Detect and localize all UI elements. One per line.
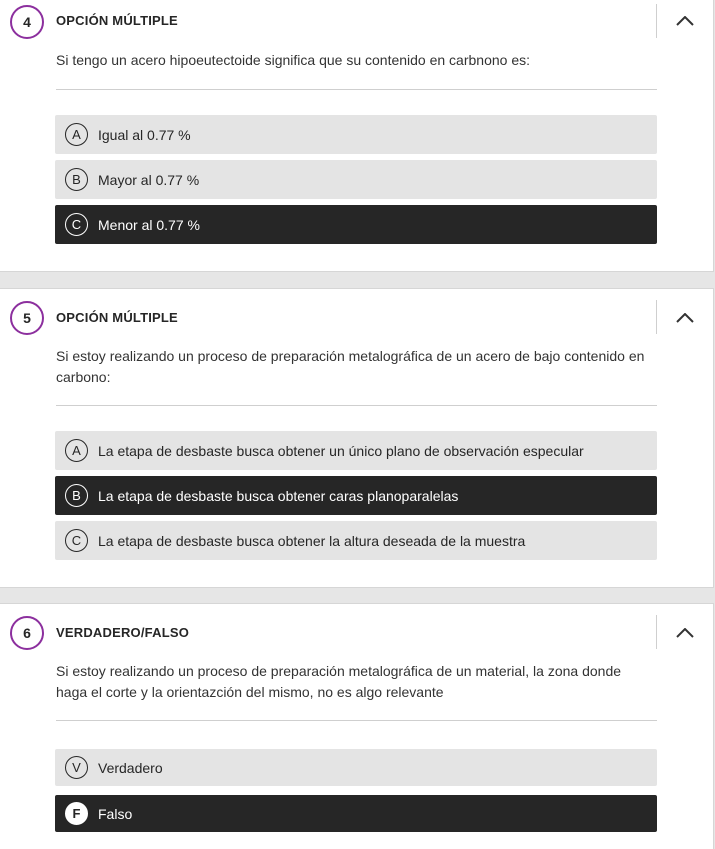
header-divider — [656, 4, 657, 38]
option-label: Verdadero — [98, 759, 163, 776]
header-divider — [656, 300, 657, 334]
answer-option-a[interactable] — [55, 431, 657, 470]
option-label: Menor al 0.77 % — [98, 216, 200, 233]
question-text: Si estoy realizando un proceso de preparación metalográfica de un material, la zona donde haga el corte y la orientazción del mismo, no es algo relevante — [56, 663, 622, 700]
answer-option-b[interactable] — [55, 160, 657, 199]
option-letter: B — [65, 168, 88, 191]
answer-option-c[interactable] — [55, 521, 657, 560]
answer-option-c-selected[interactable] — [55, 205, 657, 244]
option-letter: C — [65, 213, 88, 236]
question-number-badge: 4 — [10, 5, 44, 39]
chevron-up-icon — [676, 16, 694, 26]
chevron-up-icon — [676, 628, 694, 638]
question-type: OPCIÓN MÚLTIPLE — [56, 13, 178, 28]
question-card-5 — [0, 288, 714, 588]
collapse-button[interactable] — [672, 620, 698, 646]
question-card-4 — [0, 0, 714, 272]
question-divider — [56, 720, 657, 721]
option-label: Igual al 0.77 % — [98, 126, 191, 143]
question-text: Si tengo un acero hipoeutectoide significa que su contenido en carbnono es: — [56, 52, 531, 68]
question-type: OPCIÓN MÚLTIPLE — [56, 310, 178, 325]
option-letter: V — [65, 756, 88, 779]
question-divider — [56, 405, 657, 406]
option-letter: F — [65, 802, 88, 825]
question-number-badge: 6 — [10, 616, 44, 650]
answer-option-verdadero[interactable] — [55, 749, 657, 786]
answer-option-b-selected[interactable] — [55, 476, 657, 515]
option-letter: A — [65, 439, 88, 462]
option-label: La etapa de desbaste busca obtener un único plano de observación especular — [98, 442, 584, 459]
collapse-button[interactable] — [672, 305, 698, 331]
option-label: Mayor al 0.77 % — [98, 171, 200, 188]
header-divider — [656, 615, 657, 649]
question-divider — [56, 89, 657, 90]
answer-option-falso-selected[interactable] — [55, 795, 657, 832]
option-letter: B — [65, 484, 88, 507]
question-type: VERDADERO/FALSO — [56, 625, 190, 640]
question-text: Si estoy realizando un proceso de preparación metalográfica de un acero de bajo contenido en carbono: — [56, 348, 645, 385]
option-label: Falso — [98, 805, 133, 822]
option-letter: C — [65, 529, 88, 552]
option-label: La etapa de desbaste busca obtener la altura deseada de la muestra — [98, 532, 526, 549]
question-card-6 — [0, 603, 714, 849]
collapse-button[interactable] — [672, 8, 698, 34]
option-letter: A — [65, 123, 88, 146]
answer-option-a[interactable] — [55, 115, 657, 154]
question-number-badge: 5 — [10, 301, 44, 335]
chevron-up-icon — [676, 313, 694, 323]
option-label: La etapa de desbaste busca obtener caras planoparalelas — [98, 487, 459, 504]
